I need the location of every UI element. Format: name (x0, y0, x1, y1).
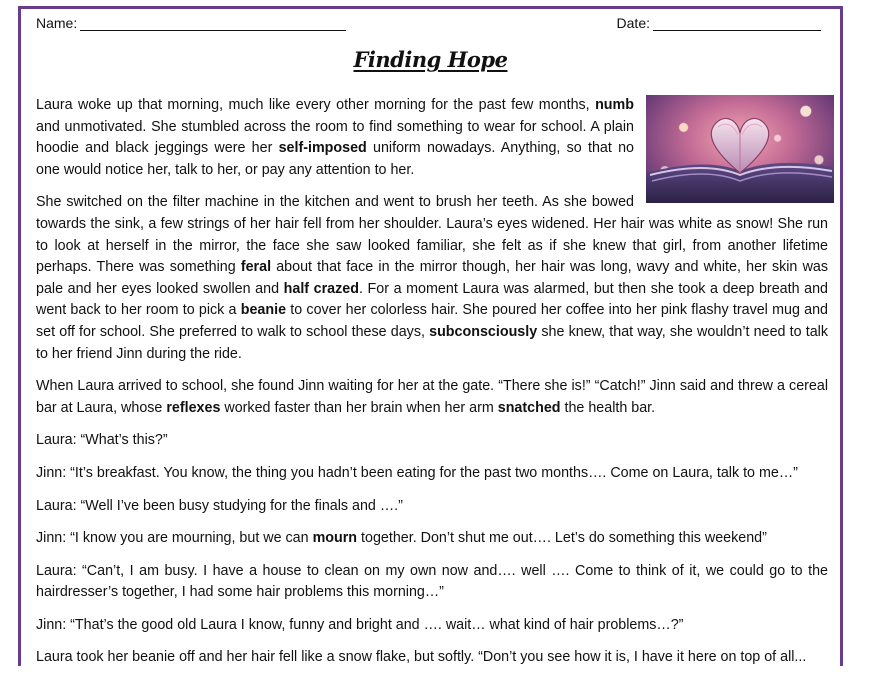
name-field (36, 15, 346, 31)
vocab-word: beanie (240, 302, 287, 319)
paragraph-text: the health bar. (560, 399, 656, 416)
paragraph-text: Laura: “What’s this?” (36, 432, 168, 449)
date-blank[interactable] (653, 16, 821, 31)
vocab-word: subconsciously (429, 323, 538, 340)
story-paragraph (36, 528, 828, 550)
book-heart-photo (646, 95, 834, 203)
name-blank[interactable] (80, 16, 346, 31)
vocab-word: snatched (497, 399, 561, 416)
story-paragraph (36, 376, 828, 419)
paragraph-text: Jinn: “I know you are mourning, but we can (36, 530, 313, 547)
vocab-word: self-imposed (278, 140, 367, 157)
story-paragraph (36, 192, 828, 365)
story-paragraph (36, 561, 828, 604)
paragraph-text: and unmotivated. She stumbled across the room to find something to wear for school. A plain hoodie and black jeggings were her (36, 118, 634, 157)
paragraph-text: Laura: “Well I’ve been busy studying for the finals and ….” (36, 497, 403, 514)
paragraph-text: . For a moment Laura was alarmed, but then she took a deep breath and went back to her room to pick a (36, 280, 828, 319)
paragraph-text: she knew, that way, she wouldn’t need to talk to her friend Jinn during the ride. (36, 323, 828, 362)
vocab-word: reflexes (166, 399, 221, 416)
name-label: Name: (36, 15, 78, 31)
paragraph-text: Laura woke up that morning, much like every other morning for the past few months, (36, 97, 596, 113)
paragraph-text: together. Don’t shut me out…. Let’s do something this weekend” (357, 530, 767, 547)
paragraph-text: Laura: “Can’t, I am busy. I have a house to clean on my own now and…. well …. Come to think of it, we could go to the hairdresser’s together, I had some hair problems this morning…” (36, 562, 828, 601)
vocab-word: numb (595, 97, 634, 113)
story-paragraph (36, 615, 828, 637)
story-body (36, 95, 828, 680)
paragraph-text: to cover her colorless hair. She poured her coffee into her pink flashy travel mug and set off for school. She preferred to walk to school these days, (36, 302, 828, 340)
story-paragraph (36, 496, 828, 518)
paragraph-text: about that face in the mirror though, her hair was long, wavy and white, her skin was pale and her eyes looked swollen and (36, 259, 828, 297)
vocab-word: feral (240, 259, 272, 276)
story-paragraph (36, 647, 828, 669)
paragraph-text: When Laura arrived to school, she found Jinn waiting for her at the gate. “There she is!” “Catch!” Jinn said and threw a cereal bar at Laura, whose (36, 378, 828, 416)
story-paragraph (36, 430, 828, 452)
paragraph-text: She switched on the filter machine in the kitchen and went to brush her teeth. As she bowed towards the sink, a few strings of her hair fell from her shoulder. Laura’s eyes widened. Her hair was white as snow! She run to look at herself in the mirror, the face she saw looked familiar, she felt as if she knew that girl, from another lifetime perhaps. There was something (36, 194, 828, 276)
title-wrapper (21, 47, 840, 72)
vocab-word: half crazed (283, 280, 359, 297)
header-line (36, 15, 825, 35)
paragraph-text: uniform nowadays. Anything, so that no one would notice her, talk to her, or pay any attention to her. (36, 140, 634, 178)
story-paragraph (36, 463, 828, 485)
date-field (617, 15, 821, 31)
vocab-word: mourn (312, 530, 358, 547)
paragraph-text: Jinn: “That’s the good old Laura I know, funny and bright and …. wait… what kind of hair problems…?” (36, 616, 684, 633)
paragraph-text: Laura took her beanie off and her hair fell like a snow flake, but softly. “Don’t you see how it is, I have it here on top of all... (36, 649, 807, 666)
worksheet-page (18, 6, 843, 666)
book-heart-icon (646, 95, 834, 203)
paragraph-text: Jinn: “It’s breakfast. You know, the thing you hadn’t been eating for the past two months…. Come on Laura, talk to me…” (36, 464, 798, 481)
date-label: Date: (616, 15, 650, 31)
page-title: Finding Hope (353, 47, 508, 72)
paragraph-text: worked faster than her brain when her arm (220, 399, 498, 416)
